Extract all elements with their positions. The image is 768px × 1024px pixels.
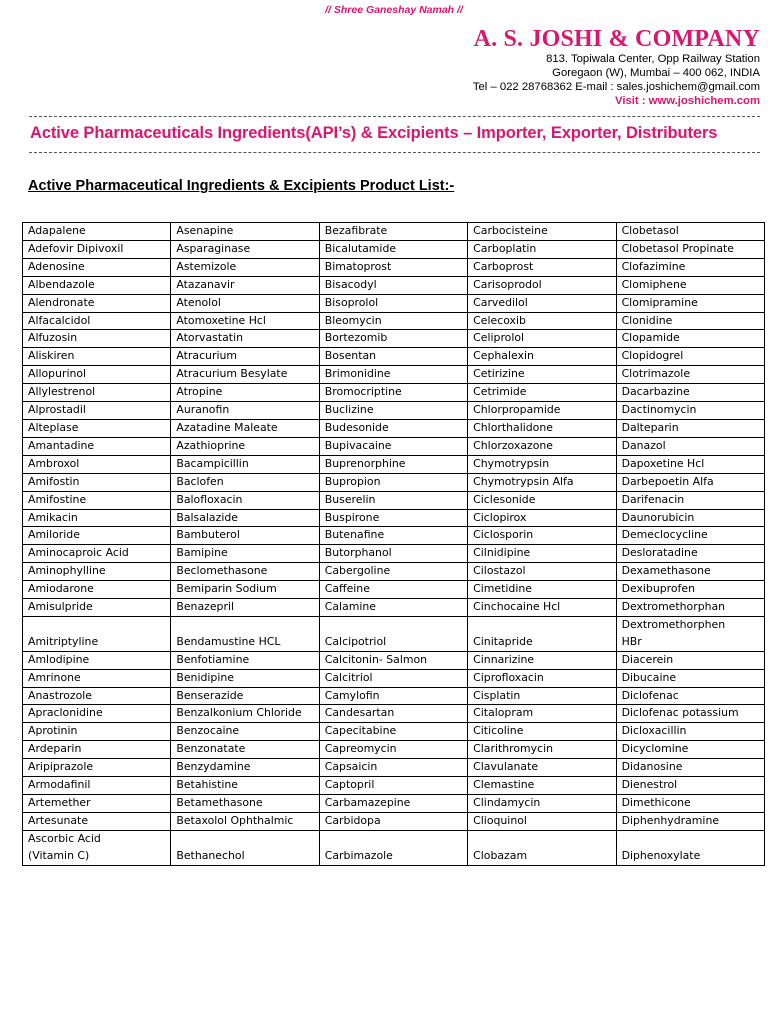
product-cell: Dexamethasone (616, 563, 764, 581)
product-cell: Amifostine (23, 491, 171, 509)
product-table-body (23, 223, 765, 866)
product-cell: Bicalutamide (319, 240, 467, 258)
product-cell: Carbimazole (319, 830, 467, 865)
product-cell: Bacampicillin (171, 455, 319, 473)
product-cell: Clindamycin (468, 795, 616, 813)
product-cell: Atorvastatin (171, 330, 319, 348)
product-cell: Cetirizine (468, 366, 616, 384)
table-row (23, 599, 765, 617)
product-cell: Caffeine (319, 581, 467, 599)
product-cell: Cabergoline (319, 563, 467, 581)
product-cell: Dextromethorphen HBr (616, 616, 764, 651)
product-cell: Calcitriol (319, 669, 467, 687)
product-cell: Amitriptyline (23, 616, 171, 651)
product-cell: Bambuterol (171, 527, 319, 545)
product-cell: Brimonidine (319, 366, 467, 384)
product-cell: Citicoline (468, 723, 616, 741)
product-cell: Carbamazepine (319, 795, 467, 813)
product-cell: Bosentan (319, 348, 467, 366)
table-row (23, 437, 765, 455)
product-cell: Ciclopirox (468, 509, 616, 527)
product-cell: Carbocisteine (468, 223, 616, 241)
table-row (23, 223, 765, 241)
table-row (23, 473, 765, 491)
product-cell: Bamipine (171, 545, 319, 563)
product-list-heading: Active Pharmaceutical Ingredients & Excipients Product List:- (28, 178, 455, 194)
product-cell: Atenolol (171, 294, 319, 312)
product-cell: Cetrimide (468, 384, 616, 402)
product-cell: Diclofenac (616, 687, 764, 705)
table-row (23, 527, 765, 545)
table-row (23, 563, 765, 581)
product-cell: Atropine (171, 384, 319, 402)
product-cell: Clofazimine (616, 258, 764, 276)
product-cell: Butorphanol (319, 545, 467, 563)
product-cell: Alfacalcidol (23, 312, 171, 330)
product-cell: Carisoprodol (468, 276, 616, 294)
product-cell: Atracurium Besylate (171, 366, 319, 384)
product-cell: Cimetidine (468, 581, 616, 599)
address-line-1: 813. Topiwala Center, Opp Railway Station (546, 53, 760, 65)
product-cell: Bleomycin (319, 312, 467, 330)
product-cell: Aminophylline (23, 563, 171, 581)
product-cell: Celecoxib (468, 312, 616, 330)
product-cell: Bisacodyl (319, 276, 467, 294)
product-cell: Didanosine (616, 759, 764, 777)
product-cell: Atomoxetine Hcl (171, 312, 319, 330)
product-cell: Calcitonin- Salmon (319, 651, 467, 669)
product-cell: Albendazole (23, 276, 171, 294)
product-cell: Clobetasol Propinate (616, 240, 764, 258)
product-cell: Amantadine (23, 437, 171, 455)
product-cell: Allopurinol (23, 366, 171, 384)
table-row (23, 777, 765, 795)
product-cell: Dacarbazine (616, 384, 764, 402)
product-cell: Cilnidipine (468, 545, 616, 563)
product-cell: Butenafine (319, 527, 467, 545)
table-row (23, 294, 765, 312)
product-cell: Artemether (23, 795, 171, 813)
product-cell: Alteplase (23, 419, 171, 437)
product-cell: Bromocriptine (319, 384, 467, 402)
product-cell: Buspirone (319, 509, 467, 527)
product-cell: Camylofin (319, 687, 467, 705)
contact-line: Tel – 022 28768362 E-mail : sales.joshichem@gmail.com (472, 81, 760, 93)
product-cell: Anastrozole (23, 687, 171, 705)
product-cell: Diacerein (616, 651, 764, 669)
product-cell: Buserelin (319, 491, 467, 509)
product-cell: Ciclosporin (468, 527, 616, 545)
product-cell: Diphenoxylate (616, 830, 764, 865)
table-row (23, 330, 765, 348)
product-cell: Amlodipine (23, 651, 171, 669)
product-cell: Clopamide (616, 330, 764, 348)
product-cell: Bupropion (319, 473, 467, 491)
product-cell: Alendronate (23, 294, 171, 312)
product-cell: Azathioprine (171, 437, 319, 455)
table-row (23, 509, 765, 527)
company-banner: Active Pharmaceuticals Ingredients(API’s) & Excipients – Importer, Exporter, Distributers (30, 124, 718, 142)
table-row (23, 741, 765, 759)
product-cell: Clopidogrel (616, 348, 764, 366)
product-cell: Demeclocycline (616, 527, 764, 545)
table-row (23, 276, 765, 294)
bottom-dashed-divider (29, 152, 760, 153)
table-row (23, 687, 765, 705)
product-cell: Clomipramine (616, 294, 764, 312)
product-cell: Amisulpride (23, 599, 171, 617)
table-row (23, 723, 765, 741)
table-row (23, 258, 765, 276)
product-cell: Darbepoetin Alfa (616, 473, 764, 491)
product-cell: Citalopram (468, 705, 616, 723)
table-row (23, 830, 765, 865)
product-cell: Amiloride (23, 527, 171, 545)
table-row (23, 545, 765, 563)
product-cell: Benzalkonium Chloride (171, 705, 319, 723)
product-cell: Benazepril (171, 599, 319, 617)
product-cell: Carbidopa (319, 812, 467, 830)
product-cell: Dienestrol (616, 777, 764, 795)
product-cell: Cinchocaine Hcl (468, 599, 616, 617)
product-cell: Aprotinin (23, 723, 171, 741)
product-cell: Bisoprolol (319, 294, 467, 312)
product-cell: Clarithromycin (468, 741, 616, 759)
product-cell: Benidipine (171, 669, 319, 687)
product-cell: Benzydamine (171, 759, 319, 777)
product-cell: Balsalazide (171, 509, 319, 527)
product-cell: Calcipotriol (319, 616, 467, 651)
product-cell: Danazol (616, 437, 764, 455)
product-cell: Artesunate (23, 812, 171, 830)
product-cell: Dalteparin (616, 419, 764, 437)
product-cell: Chlorthalidone (468, 419, 616, 437)
product-cell: Adefovir Dipivoxil (23, 240, 171, 258)
product-cell: Desloratadine (616, 545, 764, 563)
product-cell: Daunorubicin (616, 509, 764, 527)
product-cell: Benzocaine (171, 723, 319, 741)
product-cell: Amifostin (23, 473, 171, 491)
product-cell: Astemizole (171, 258, 319, 276)
table-row (23, 669, 765, 687)
table-row (23, 491, 765, 509)
product-cell: Ascorbic Acid (Vitamin C) (23, 830, 171, 865)
product-cell: Dexibuprofen (616, 581, 764, 599)
product-cell: Balofloxacin (171, 491, 319, 509)
table-row (23, 366, 765, 384)
product-cell: Adenosine (23, 258, 171, 276)
product-cell: Carboprost (468, 258, 616, 276)
product-cell: Clemastine (468, 777, 616, 795)
product-cell: Clomiphene (616, 276, 764, 294)
table-row (23, 812, 765, 830)
product-cell: Betahistine (171, 777, 319, 795)
product-cell: Chymotrypsin (468, 455, 616, 473)
product-cell: Carvedilol (468, 294, 616, 312)
product-cell: Bupivacaine (319, 437, 467, 455)
table-row (23, 419, 765, 437)
product-cell: Clonidine (616, 312, 764, 330)
table-row (23, 240, 765, 258)
product-cell: Asparaginase (171, 240, 319, 258)
product-cell: Beclomethasone (171, 563, 319, 581)
product-cell: Alprostadil (23, 402, 171, 420)
product-cell: Atazanavir (171, 276, 319, 294)
product-cell: Betaxolol Ophthalmic (171, 812, 319, 830)
product-cell: Benfotiamine (171, 651, 319, 669)
product-cell: Dextromethorphan (616, 599, 764, 617)
product-cell: Alfuzosin (23, 330, 171, 348)
product-cell: Captopril (319, 777, 467, 795)
product-cell: Aripiprazole (23, 759, 171, 777)
product-cell: Ciprofloxacin (468, 669, 616, 687)
product-cell: Aliskiren (23, 348, 171, 366)
product-cell: Dapoxetine Hcl (616, 455, 764, 473)
product-cell: Diclofenac potassium (616, 705, 764, 723)
product-cell: Dimethicone (616, 795, 764, 813)
company-name: A. S. JOSHI & COMPANY (473, 26, 760, 52)
table-row (23, 402, 765, 420)
table-row (23, 581, 765, 599)
product-cell: Amikacin (23, 509, 171, 527)
product-cell: Celiprolol (468, 330, 616, 348)
product-cell: Chymotrypsin Alfa (468, 473, 616, 491)
table-row (23, 455, 765, 473)
product-cell: Adapalene (23, 223, 171, 241)
table-row (23, 705, 765, 723)
product-cell: Betamethasone (171, 795, 319, 813)
product-cell: Bimatoprost (319, 258, 467, 276)
product-cell: Asenapine (171, 223, 319, 241)
product-cell: Azatadine Maleate (171, 419, 319, 437)
product-cell: Aminocaproic Acid (23, 545, 171, 563)
table-row (23, 616, 765, 651)
product-cell: Darifenacin (616, 491, 764, 509)
product-cell: Capreomycin (319, 741, 467, 759)
product-cell: Bethanechol (171, 830, 319, 865)
product-cell: Auranofin (171, 402, 319, 420)
product-cell: Cephalexin (468, 348, 616, 366)
table-row (23, 312, 765, 330)
product-cell: Chlorpropamide (468, 402, 616, 420)
product-cell: Benzonatate (171, 741, 319, 759)
table-row (23, 384, 765, 402)
product-cell: Amiodarone (23, 581, 171, 599)
product-cell: Ciclesonide (468, 491, 616, 509)
product-cell: Dicyclomine (616, 741, 764, 759)
product-cell: Chlorzoxazone (468, 437, 616, 455)
invocation-tagline: // Shree Ganeshay Namah // (325, 4, 463, 16)
product-cell: Cinnarizine (468, 651, 616, 669)
table-row (23, 651, 765, 669)
product-cell: Cinitapride (468, 616, 616, 651)
product-cell: Clobazam (468, 830, 616, 865)
product-cell: Atracurium (171, 348, 319, 366)
product-cell: Bendamustine HCL (171, 616, 319, 651)
product-cell: Bortezomib (319, 330, 467, 348)
table-row (23, 795, 765, 813)
product-cell: Dactinomycin (616, 402, 764, 420)
product-cell: Clobetasol (616, 223, 764, 241)
product-table (22, 222, 765, 866)
address-line-2: Goregaon (W), Mumbai – 400 062, INDIA (552, 67, 760, 79)
product-cell: Bezafibrate (319, 223, 467, 241)
product-cell: Benserazide (171, 687, 319, 705)
product-cell: Capecitabine (319, 723, 467, 741)
table-row (23, 759, 765, 777)
product-cell: Buprenorphine (319, 455, 467, 473)
product-cell: Dicloxacillin (616, 723, 764, 741)
website-line: Visit : www.joshichem.com (614, 95, 760, 107)
product-cell: Ardeparin (23, 741, 171, 759)
product-cell: Capsaicin (319, 759, 467, 777)
product-cell: Cisplatin (468, 687, 616, 705)
product-cell: Dibucaine (616, 669, 764, 687)
product-cell: Amrinone (23, 669, 171, 687)
product-cell: Carboplatin (468, 240, 616, 258)
product-cell: Candesartan (319, 705, 467, 723)
product-cell: Clavulanate (468, 759, 616, 777)
table-row (23, 348, 765, 366)
product-cell: Diphenhydramine (616, 812, 764, 830)
product-cell: Baclofen (171, 473, 319, 491)
product-cell: Allylestrenol (23, 384, 171, 402)
product-cell: Buclizine (319, 402, 467, 420)
product-cell: Apraclonidine (23, 705, 171, 723)
product-cell: Bemiparin Sodium (171, 581, 319, 599)
product-cell: Clotrimazole (616, 366, 764, 384)
product-cell: Cilostazol (468, 563, 616, 581)
product-cell: Calamine (319, 599, 467, 617)
product-cell: Budesonide (319, 419, 467, 437)
product-cell: Ambroxol (23, 455, 171, 473)
product-cell: Armodafinil (23, 777, 171, 795)
top-dashed-divider (29, 116, 760, 117)
product-cell: Clioquinol (468, 812, 616, 830)
